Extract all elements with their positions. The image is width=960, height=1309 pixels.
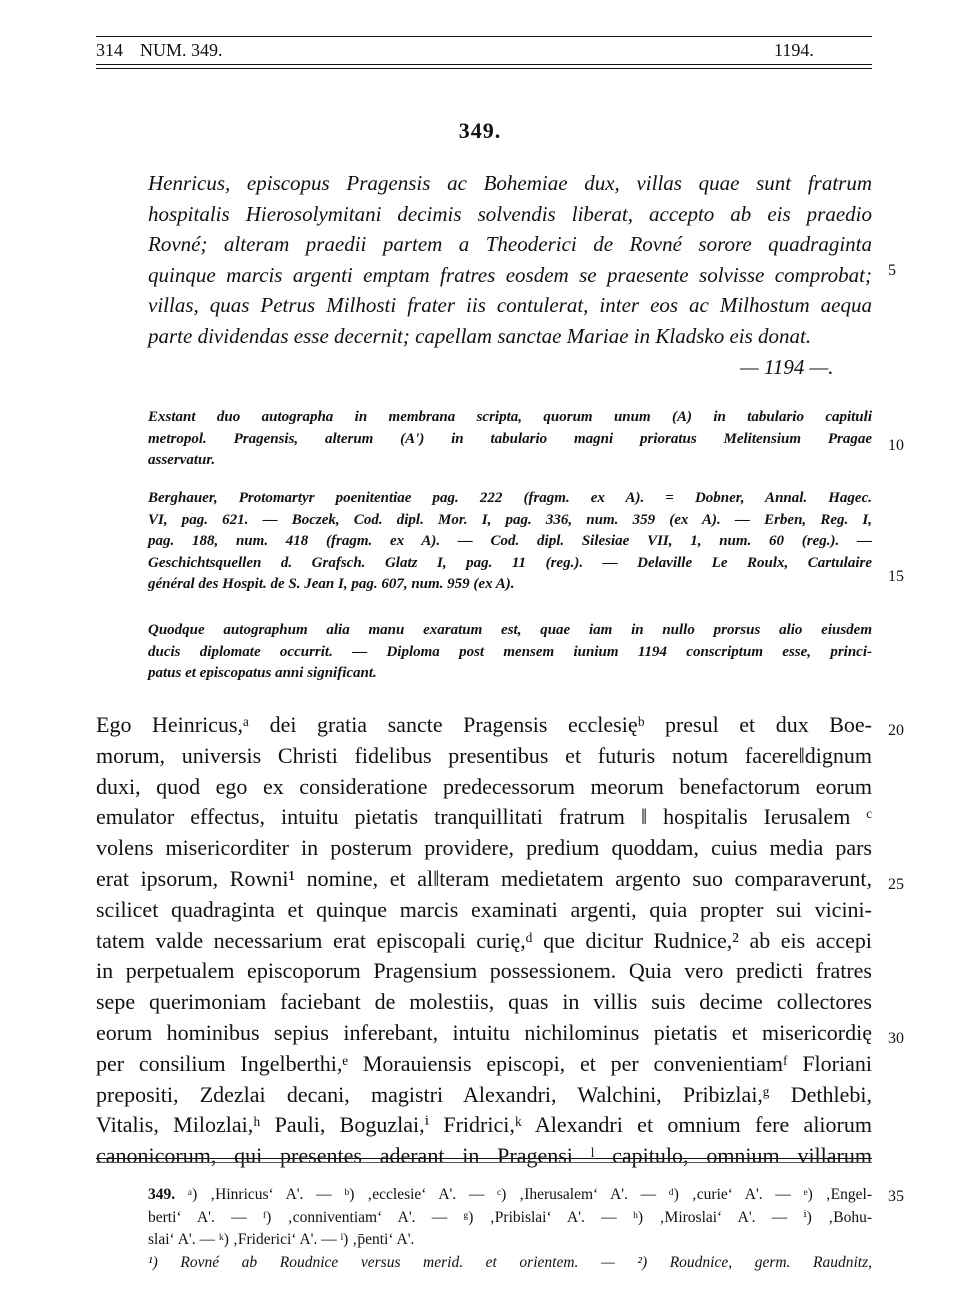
regest-line: Henricus, episcopus Pragensis ac Bohemiae dux, villas quae sunt fratrum bbox=[148, 171, 872, 195]
note-line: pag. 188, num. 418 (fragm. ex A). — Cod. dipl. Silesiae VII, 1, num. 60 (reg.). — bbox=[148, 533, 872, 550]
regest-summary bbox=[148, 168, 872, 351]
note-line: VI, pag. 621. — Boczek, Cod. dipl. Mor. I, pag. 336, num. 359 (ex A). — Erben, Reg. I, bbox=[148, 511, 872, 528]
charter-line: Vitalis, Milozlai,ʰ Pauli, Boguzlai,ⁱ Fridrici,ᵏ Alexandri et omnium fere aliorum bbox=[96, 1112, 872, 1138]
line-number: 35 bbox=[888, 1188, 904, 1205]
line-number: 15 bbox=[888, 568, 904, 585]
charter-line: prepositi, Zdezlai decani, magistri Alexandri, Walchini, Pribizlai,ᵍ Dethlebi, bbox=[96, 1081, 872, 1107]
remark-note bbox=[148, 620, 872, 685]
regest-line: parte dividendas esse decernit; capellam sanctae Mariae in Kladsko eis donat. bbox=[148, 323, 812, 348]
note-line: asservatur. bbox=[148, 452, 216, 469]
tradition-note bbox=[148, 407, 872, 472]
footnote-rule bbox=[96, 1158, 872, 1159]
line-number: 10 bbox=[888, 437, 904, 454]
charter-line: duxi, quod ego ex consideratione predecessorum meorum benefactorum eorum bbox=[96, 773, 872, 799]
charter-line: emulator effectus, intuitu pietatis tranquillitati fratrum ‖ hospitalis Ierusalem ᶜ bbox=[96, 804, 872, 830]
footnote-line bbox=[148, 1184, 872, 1207]
line-number: 5 bbox=[888, 262, 896, 279]
footnote-line: slai‘ A'. — ᵏ) ‚Friderici‘ A'. — ˡ) ‚p̄enti‘ A'. bbox=[148, 1231, 415, 1248]
charter-line: erat ipsorum, Rowni¹ nomine, et al‖teram medietatem argento suo comparaverunt, bbox=[96, 865, 872, 891]
note-line: metropol. Pragensis, alterum (A') in tabulario magni prioratus Melitensium Pragae bbox=[148, 430, 872, 447]
charter-line: eorum hominibus sepius inferebant, intuitu nichilominus pietatis et misericordię bbox=[96, 1019, 872, 1045]
footnote-rule-2 bbox=[96, 1162, 872, 1163]
regest-line: Rovné; alteram praedii partem a Theoderici de Rovné sorore quadraginta bbox=[148, 232, 872, 256]
regest-line: villas, quas Petrus Milhosti frater iis contulerat, inter eos ac Milhostum aequa bbox=[148, 293, 872, 317]
header-rule-2 bbox=[96, 68, 872, 69]
charter-text bbox=[96, 710, 872, 1172]
line-number: 30 bbox=[888, 1030, 904, 1047]
charter-line: in perpetualem episcoporum Pragensium possessionem. Quia vero predicti fratres bbox=[96, 958, 872, 984]
note-line: patus et episcopatus anni significant. bbox=[148, 665, 377, 682]
section-label: NUM. 349. bbox=[140, 40, 223, 60]
footnotes bbox=[148, 1184, 872, 1274]
running-header bbox=[96, 36, 872, 66]
charter-line: canonicorum, qui presentes aderant in Pragensi ˡ capitulo, omnium villarum bbox=[96, 1143, 872, 1169]
charter-line: per consilium Ingelberthi,ᵉ Morauiensis episcopi, et per convenientiamᶠ Floriani bbox=[96, 1050, 872, 1076]
footnote-line: ¹) Rovné ab Roudnice versus merid. et orientem. — ²) Roudnice, germ. Raudnitz, bbox=[148, 1253, 872, 1271]
charter-line: tatem valde necessarium erat episcopali curię,ᵈ que dicitur Rudnice,² ab eis accepi bbox=[96, 927, 872, 953]
footnote-doc-number: 349. bbox=[148, 1186, 176, 1203]
line-number: 25 bbox=[888, 876, 904, 893]
note-line: général des Hospit. de S. Jean I, pag. 607, num. 959 (ex A). bbox=[148, 576, 515, 593]
note-line: Quodque autographum alia manu exaratum est, quae iam in nullo prorsus alio eiusdem bbox=[148, 622, 872, 638]
charter-line: morum, universis Christi fidelibus presentibus et futuris notum facere‖dignum bbox=[96, 742, 872, 768]
charter-line: scilicet quadraginta et quinque marcis examinati argenti, quia propter sui vicini- bbox=[96, 896, 872, 922]
regest-line: quinque marcis argenti emptam fratres eosdem se praesente solvisse comprobat; bbox=[148, 262, 872, 287]
note-line: ducis diplomate occurrit. — Diploma post mensem iunium 1194 conscriptum esse, princi- bbox=[148, 643, 872, 660]
note-line: Exstant duo autographa in membrana scripta, quorum unum (A) in tabulario capituli bbox=[148, 409, 872, 425]
header-year: 1194. bbox=[774, 40, 814, 60]
line-number: 20 bbox=[888, 722, 904, 739]
charter-line: sepe querimoniam faciebant de molestiis, quas in villis suis decime collectores bbox=[96, 989, 872, 1015]
footnote-line: berti‘ A'. — ᶠ) ‚conniventiam‘ A'. — ᵍ) ‚Pribislai‘ A'. — ʰ) ‚Miroslai‘ A'. — ⁱ) ‚Bohu- bbox=[148, 1208, 872, 1226]
note-line: Geschichtsquellen d. Grafsch. Glatz I, pag. 11 (reg.). — Delaville Le Roulx, Cartulaire bbox=[148, 554, 872, 571]
page-number: 314 bbox=[96, 40, 123, 60]
document-date: — 1194 —. bbox=[740, 355, 834, 379]
charter-line: volens misericorditer in posterum providere, predium quoddam, cuius media pars bbox=[96, 835, 872, 861]
note-line: Berghauer, Protomartyr poenitentiae pag. 222 (fragm. ex A). = Dobner, Annal. Hagec. bbox=[148, 490, 872, 506]
charter-line: Ego Heinricus,ᵃ dei gratia sancte Pragensis ecclesięᵇ presul et dux Boe- bbox=[96, 712, 872, 737]
bibliography-note bbox=[148, 488, 872, 596]
footnote-text: ᵃ) ‚Hinricus‘ A'. — ᵇ) ‚ecclesie‘ A'. — ᶜ) ‚Iherusalem‘ A'. — ᵈ) ‚curie‘ A'. — ᵉ) ‚Engel- bbox=[187, 1186, 872, 1203]
header-rule-1 bbox=[96, 64, 872, 65]
regest-line: hospitalis Hierosolymitani decimis solvendis liberat, accepto ab eis praedio bbox=[148, 201, 872, 226]
document-number: 349. bbox=[458, 118, 502, 143]
